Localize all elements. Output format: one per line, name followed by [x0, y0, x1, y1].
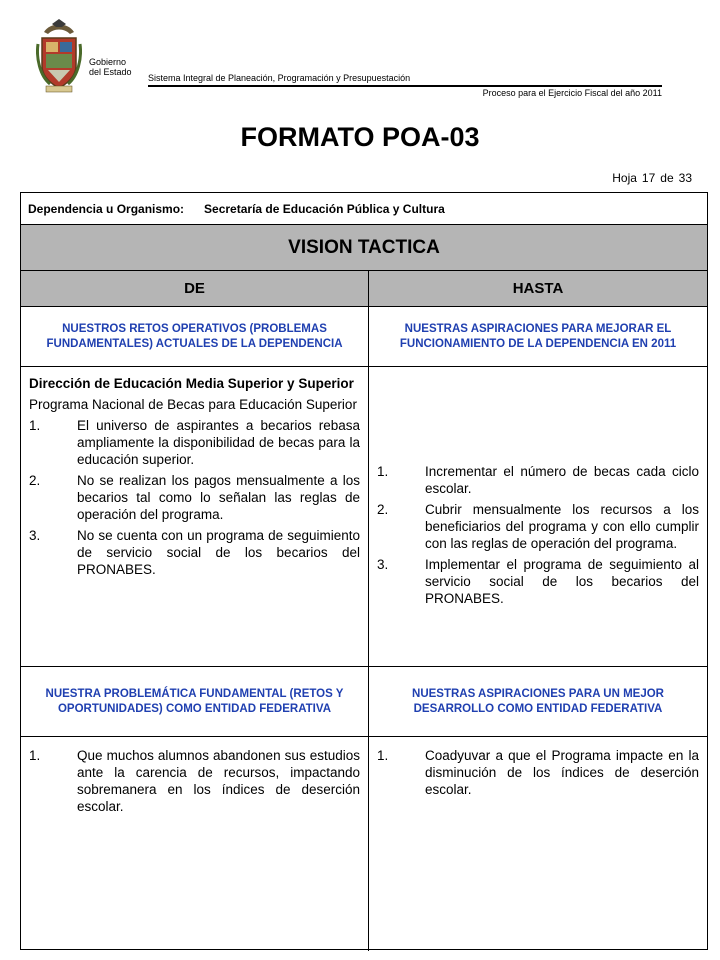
section1-left-list: [29, 417, 360, 578]
section1-right-header: NUESTRAS ASPIRACIONES PARA MEJORAR EL FUNCIONAMIENTO DE LA DEPENDENCIA EN 2011: [399, 323, 677, 350]
list-item: 1. Que muchos alumnos abandonen sus estudios ante la carencia de recursos, impactando sobremanera en los índices de deserción escolar.: [29, 748, 360, 814]
column-to: HASTA: [512, 280, 564, 297]
section1-body: [21, 367, 707, 667]
section1-headers: [21, 307, 707, 367]
section1-left-content: [21, 367, 369, 666]
dependency-row: [21, 193, 707, 225]
sheet-number: Hoja 17 de 33: [612, 171, 692, 185]
page-title: FORMATO POA-03: [240, 122, 480, 152]
section2-left-content: [21, 737, 369, 951]
directorate-title: Dirección de Educación Media Superior y Superior: [29, 376, 354, 391]
vision-title: VISION TACTICA: [21, 225, 707, 271]
list-item: 2. No se realizan los pagos mensualmente a los becarios tal como lo señalan las reglas de operación del programa.: [29, 473, 360, 522]
list-item: 1. El universo de aspirantes a becarios rebasa ampliamente la disponibilidad de becas para la educación superior.: [29, 418, 360, 467]
vision-table: [20, 192, 708, 950]
section2-right-header: NUESTRAS ASPIRACIONES PARA UN MEJOR DESARROLLO COMO ENTIDAD FEDERATIVA: [412, 688, 664, 715]
list-item: 1. Coadyuvar a que el Programa impacte en la disminución de los índices de deserción escolar.: [377, 748, 699, 797]
process-label: Proceso para el Ejercicio Fiscal del año 2011: [482, 88, 662, 98]
column-from: DE: [21, 271, 369, 306]
dependency-value: Secretaría de Educación Pública y Cultura: [204, 202, 445, 216]
header-rule: [148, 85, 662, 87]
list-item: 3. Implementar el programa de seguimiento al servicio social de los becarios del PRONABES.: [377, 557, 699, 606]
government-label: Gobierno del Estado: [89, 57, 132, 77]
list-item: 1. Incrementar el número de becas cada ciclo escolar.: [377, 464, 699, 496]
dependency-label: Dependencia u Organismo:: [28, 202, 185, 216]
list-item: 3. No se cuenta con un programa de seguimiento de servicio social de los becarios del PRONABES.: [29, 528, 360, 577]
section2-body: [21, 737, 707, 951]
section2-right-list: [377, 747, 699, 798]
section1-right-content: [369, 367, 707, 666]
section2-right-content: [369, 737, 707, 951]
program-name: Programa Nacional de Becas para Educación Superior: [29, 397, 357, 412]
section2-left-header: NUESTRA PROBLEMÁTICA FUNDAMENTAL (RETOS Y OPORTUNIDADES) COMO ENTIDAD FEDERATIVA: [21, 667, 369, 736]
section2-left-list: [29, 747, 360, 815]
list-item: 2. Cubrir mensualmente los recursos a los beneficiarios del programa y con ello cumplir con las reglas de operación del programa.: [377, 502, 699, 551]
section2-headers: [21, 667, 707, 737]
state-seal-logo: [36, 18, 82, 96]
section1-right-list: [377, 463, 699, 607]
system-name: Sistema Integral de Planeación, Programación y Presupuestación: [148, 73, 411, 83]
column-headers: [21, 271, 707, 307]
section1-left-header: NUESTROS RETOS OPERATIVOS (PROBLEMAS FUNDAMENTALES) ACTUALES DE LA DEPENDENCIA: [21, 307, 369, 366]
